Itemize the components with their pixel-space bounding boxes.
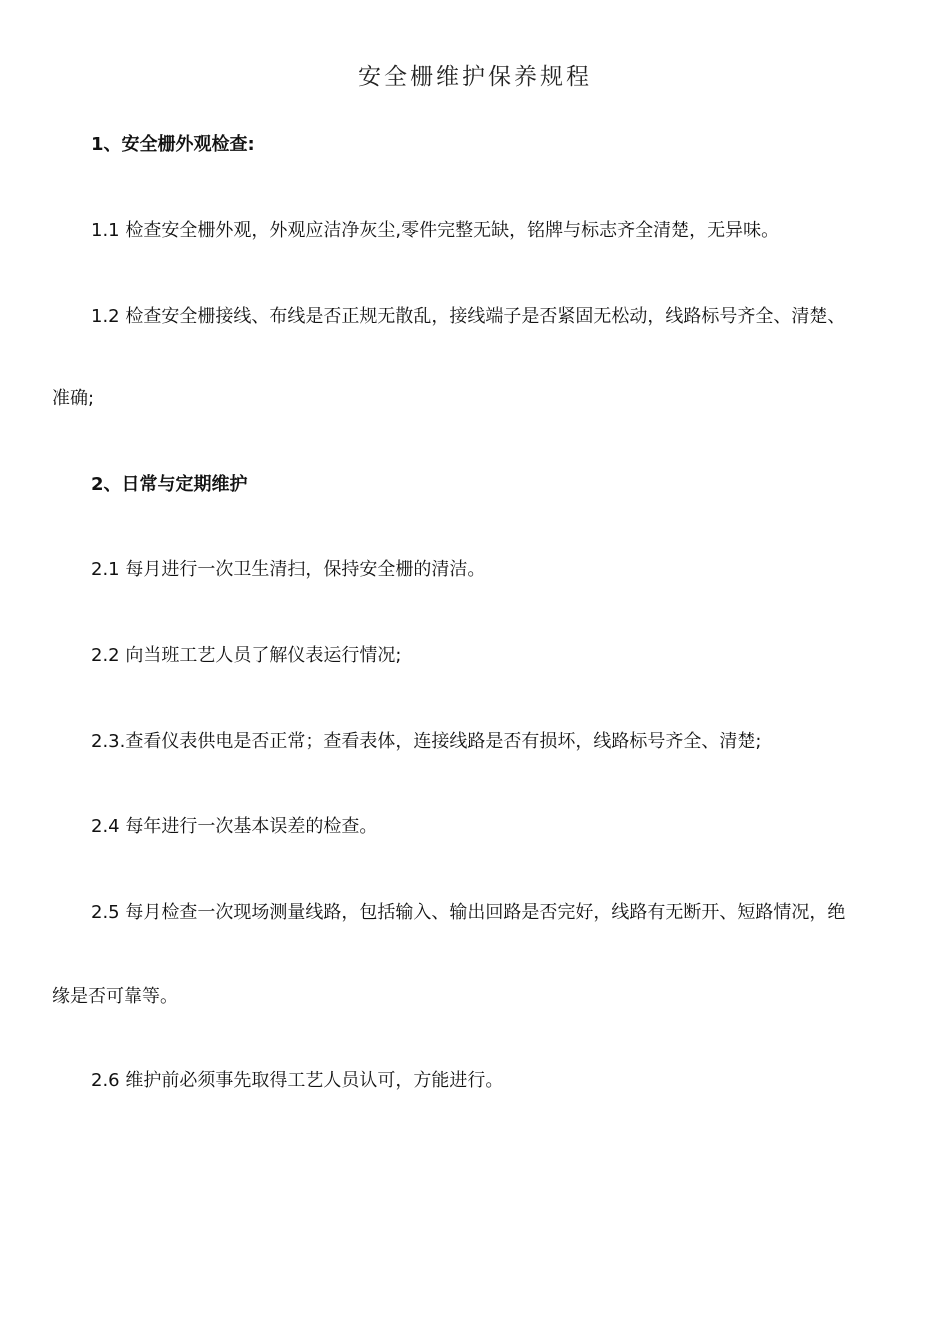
section-heading-1: 1、安全栅外观检查: xyxy=(91,134,255,155)
paragraph-2-3: 2.3.查看仪表供电是否正常；查看表体，连接线路是否有损坏，线路标号齐全、清楚; xyxy=(91,731,762,752)
paragraph-2-4: 2.4 每年进行一次基本误差的检查。 xyxy=(91,816,378,837)
paragraph-2-6: 2.6 维护前必须事先取得工艺人员认可，方能进行。 xyxy=(91,1070,504,1091)
paragraph-1-1: 1.1 检查安全栅外观，外观应洁净灰尘,零件完整无缺，铭牌与标志齐全清楚，无异味。 xyxy=(91,220,780,241)
paragraph-1-2-continuation: 准确; xyxy=(52,388,95,409)
paragraph-2-5-continuation: 缘是否可靠等。 xyxy=(52,986,178,1007)
paragraph-1-2: 1.2 检查安全栅接线、布线是否正规无散乱，接线端子是否紧固无松动，线路标号齐全、清楚、 xyxy=(91,306,846,327)
document-title: 安全栅维护保养规程 xyxy=(358,64,592,90)
paragraph-2-1: 2.1 每月进行一次卫生清扫，保持安全栅的清洁。 xyxy=(91,559,486,580)
paragraph-2-5: 2.5 每月检查一次现场测量线路，包括输入、输出回路是否完好，线路有无断开、短路情况，绝 xyxy=(91,902,846,923)
section-heading-2: 2、日常与定期维护 xyxy=(91,474,248,495)
paragraph-2-2: 2.2 向当班工艺人员了解仪表运行情况; xyxy=(91,645,402,666)
